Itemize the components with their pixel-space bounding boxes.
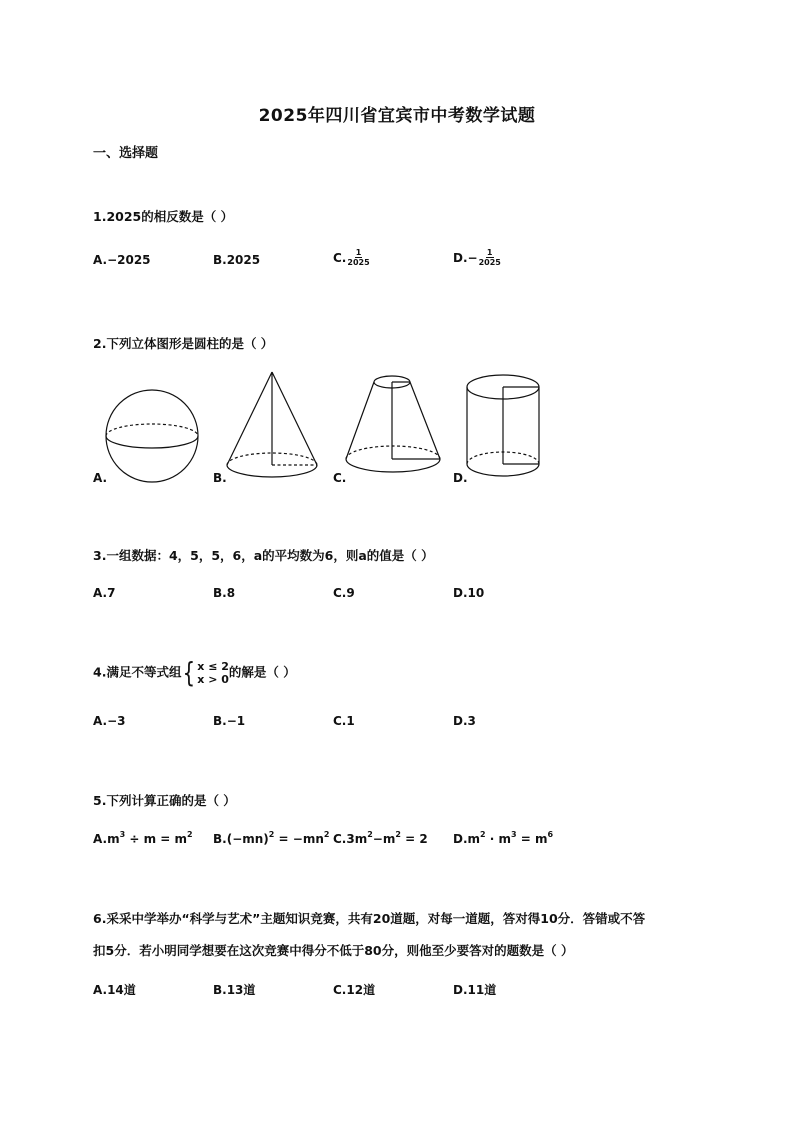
- inequality-system: [181, 656, 229, 689]
- question-4-option-d[interactable]: D.3: [453, 714, 476, 728]
- cylinder-figure: [466, 370, 556, 480]
- exponent: 2: [367, 830, 373, 839]
- expr-text: = 2: [400, 832, 428, 846]
- question-5-option-c[interactable]: [333, 832, 428, 846]
- question-3-option-b[interactable]: B.8: [213, 586, 236, 600]
- fraction-d: [478, 248, 502, 267]
- question-2-option-a[interactable]: A.: [93, 471, 108, 485]
- question-5-option-b[interactable]: [213, 832, 329, 846]
- sphere-figure: [104, 390, 204, 490]
- exponent: 3: [119, 830, 126, 839]
- question-5-stem: 5.下列计算正确的是（ ）: [93, 793, 236, 808]
- exponent: 2: [480, 830, 486, 839]
- question-1-option-a[interactable]: A.−2025: [93, 253, 151, 267]
- question-6-option-d[interactable]: D.11道: [453, 983, 497, 997]
- expr-text: D.m: [453, 832, 481, 846]
- frustum-figure: [344, 374, 454, 484]
- question-3-option-c[interactable]: C.9: [333, 586, 355, 600]
- expr-text: · m: [485, 832, 512, 846]
- expr-text: = −mn: [274, 832, 324, 846]
- question-6-stem-line-2: 扣5分．若小明同学想要在这次竞赛中得分不低于80分，则他至少要答对的题数是（ ）: [93, 943, 574, 958]
- question-5-option-a[interactable]: [93, 832, 193, 846]
- exponent: 3: [511, 830, 517, 839]
- question-4-stem-prefix: 4.满足不等式组: [93, 664, 182, 680]
- expr-text: C.3m: [333, 832, 368, 846]
- question-6-option-c[interactable]: C.12道: [333, 983, 376, 997]
- question-4-option-b[interactable]: B.−1: [213, 714, 246, 728]
- question-3-option-a[interactable]: A.7: [93, 586, 116, 600]
- question-1-option-d[interactable]: [453, 249, 502, 268]
- question-6-option-b[interactable]: B.13道: [213, 983, 256, 997]
- question-2-stem: 2.下列立体图形是圆柱的是（ ）: [93, 336, 274, 351]
- question-4-stem-suffix: 的解是（ ）: [228, 664, 296, 680]
- exponent: 6: [547, 830, 554, 839]
- expr-text: B.(−mn): [213, 832, 269, 846]
- option-c-prefix: C.: [333, 251, 347, 265]
- question-4-option-a[interactable]: A.−3: [93, 714, 126, 728]
- question-3-option-d[interactable]: D.10: [453, 586, 485, 600]
- fraction-c: [346, 248, 370, 267]
- option-d-prefix: D.−: [453, 251, 478, 265]
- expr-text: ÷ m = m: [125, 832, 187, 846]
- fraction-c-numerator: 1: [355, 248, 362, 257]
- question-1-option-c[interactable]: [333, 249, 371, 268]
- question-1-stem: 1.2025的相反数是（ ）: [93, 209, 234, 224]
- question-2-option-c[interactable]: C.: [333, 471, 347, 485]
- fraction-d-numerator: 1: [486, 248, 493, 257]
- question-6-option-a[interactable]: A.14道: [93, 983, 136, 997]
- expr-text: A.m: [93, 832, 120, 846]
- expr-text: = m: [516, 832, 548, 846]
- question-6-stem-line-1: 6.采采中学举办“科学与艺术”主题知识竞赛，共有20道题，对每一道题，答对得10分．答错或不答: [93, 911, 646, 926]
- exponent: 2: [323, 830, 330, 839]
- expr-text: −m: [372, 832, 396, 846]
- section-heading: 一、选择题: [93, 146, 159, 161]
- exponent: 2: [268, 830, 275, 839]
- question-4-stem: [93, 656, 296, 689]
- question-2-option-d[interactable]: D.: [453, 471, 468, 485]
- fraction-c-denominator: 2025: [347, 258, 370, 267]
- question-1-option-b[interactable]: B.2025: [213, 253, 261, 267]
- exponent: 2: [395, 830, 401, 839]
- fraction-d-denominator: 2025: [478, 258, 501, 267]
- question-5-option-d[interactable]: [453, 832, 553, 846]
- page-title: 2025年四川省宜宾市中考数学试题: [258, 106, 536, 126]
- question-4-option-c[interactable]: C.1: [333, 714, 355, 728]
- exponent: 2: [186, 830, 193, 839]
- brace-icon: {: [183, 656, 196, 689]
- question-3-stem: 3.一组数据：4，5，5，6，a的平均数为6，则a的值是（ ）: [93, 548, 434, 563]
- inequality-line-1: x ≤ 2: [197, 660, 229, 673]
- cone-figure: [224, 370, 324, 480]
- inequality-line-2: x > 0: [197, 673, 229, 686]
- question-2-option-b[interactable]: B.: [213, 471, 227, 485]
